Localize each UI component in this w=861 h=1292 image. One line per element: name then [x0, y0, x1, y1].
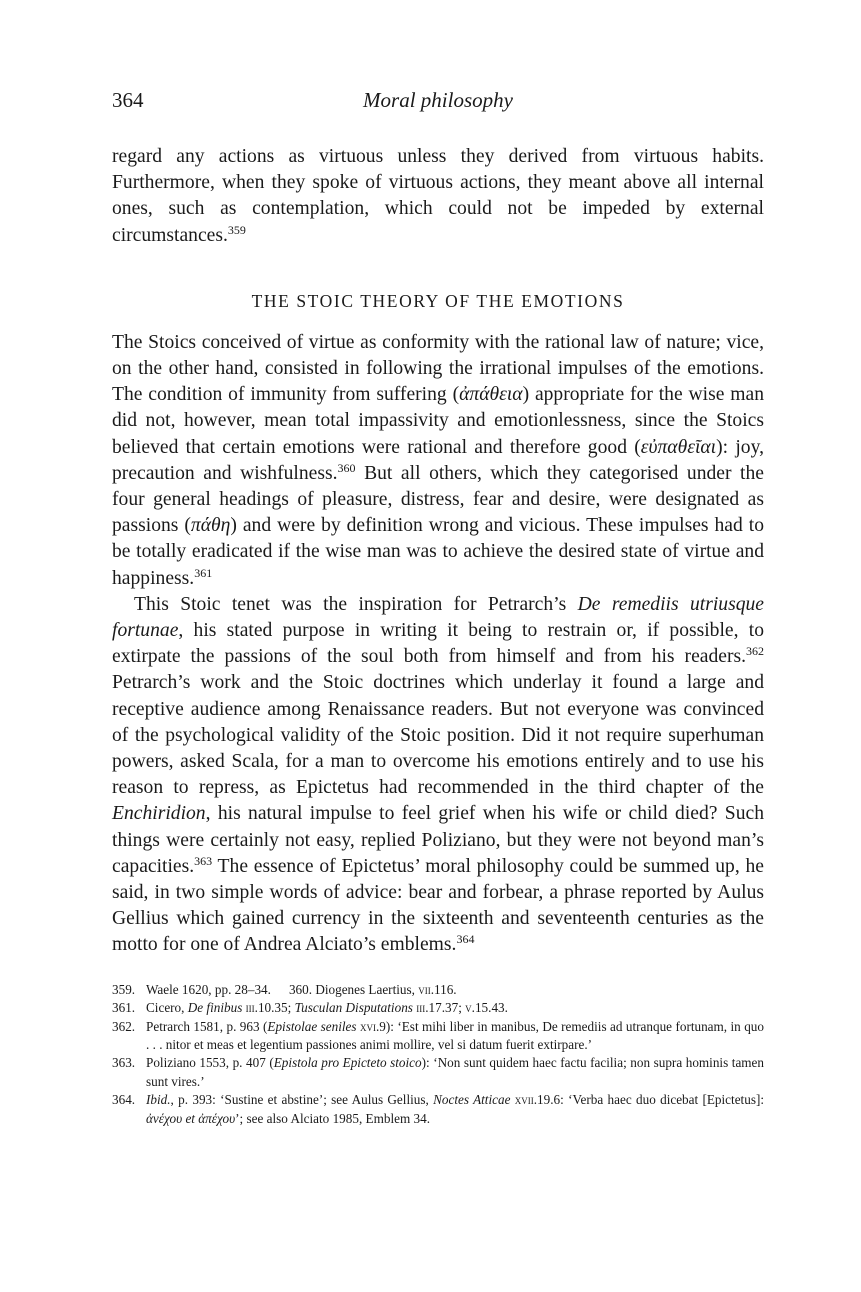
footnote-number: 364. — [112, 1092, 136, 1108]
paragraph-3-text-d: , his natural impulse to feel grief when his wife or child died? Such things were certainly not easy, replied Poliziano, but they were not beyond man’s capacities. — [112, 803, 764, 877]
paragraph-1 — [112, 144, 764, 249]
footnote-text: Waele 1620, pp. 28–34. — [146, 981, 271, 997]
footnote-364: 364. Ibid., p. 393: ‘Sustine et abstine’; see Aulus Gellius, Noctes Atticae xvii.19.6: ‘Verba haec duo dicebat [Epictetus]: ἀνέχου et ἀπέχου’; see also Alciato 1985, Emblem 34. — [112, 1092, 765, 1126]
footnote-number: 359. — [112, 981, 136, 997]
footnote-ref-363[interactable]: 363 — [194, 853, 213, 868]
footnote-number: 360. — [288, 981, 313, 997]
footnote-number: 362. — [112, 1018, 136, 1034]
greek-term-apatheia: ἀπάθεια — [459, 384, 523, 406]
paragraph-3 — [112, 592, 764, 959]
paragraph-2-text-b: ) appropriate for the wise man did not, however, mean total impassivity and emotionlessness, since the Stoics believed that certain emotions were rational and therefore good ( — [112, 384, 764, 458]
paragraph-3-text-a: This Stoic tenet was the inspiration for Petrarch’s — [134, 593, 578, 615]
footnote-ref-364[interactable]: 364 — [456, 932, 475, 947]
footnote-361: 361. Cicero, De finibus iii.10.35; Tusculan Disputations iii.17.37; v.15.43. — [112, 999, 764, 1017]
book-title-enchiridion: Enchiridion — [112, 803, 206, 825]
paragraph-3-text-e: The essence of Epictetus’ moral philosophy could be summed up, he said, in two simple words of advice: bear and forbear, a phrase reported by Aulus Gellius which gained currency in the sixteenth and seventeenth centuries as the motto for one of Andrea Alciato’s emblems. — [112, 855, 764, 956]
greek-term-pathe: πάθη — [190, 515, 231, 537]
footnote-363: 363. Poliziano 1553, p. 407 (Epistola pro Epicteto stoico): ‘Non sunt quidem haec factu facilia; non supra hominis tamen sunt vires.’ — [112, 1055, 764, 1089]
paragraph-2 — [112, 330, 764, 592]
book-title-de-remediis: De remediis utriusque fortunae — [112, 593, 764, 642]
footnote-ref-361[interactable]: 361 — [194, 565, 213, 580]
running-head — [112, 88, 764, 128]
paragraph-3-text-b: , his stated purpose in writing it being to restrain or, if possible, to extirpate the passions of the soul both from himself and from his readers. — [112, 620, 764, 668]
footnote-362: 362. Petrarch 1581, p. 963 (Epistolae seniles xvi.9): ‘Est mihi liber in manibus, De remediis ad utranque fortunam, in quo . . . nitor et meas et legentium passiones animi mollire, vel si datum fuerit extirpare.’ — [112, 1018, 764, 1052]
footnote-ref-362[interactable]: 362 — [746, 644, 764, 659]
paragraph-2-text-c: ): joy, precaution and wishfulness. — [112, 436, 765, 484]
greek-term-eupatheiai: εὐπαθεῖαι — [640, 436, 717, 458]
paragraph-2-text-d: But all others, which they categorised under the four general headings of pleasure, distress, fear and desire, were designated as passions ( — [112, 462, 764, 537]
paragraph-2-text-e: ) and were by definition wrong and vicious. These impulses had to be totally eradicated if the wise man was to achieve the desired state of virtue and happiness. — [112, 515, 764, 589]
paragraph-1-text: regard any actions as virtuous unless they derived from virtuous habits. Furthermore, when they spoke of virtuous actions, they meant above all internal ones, such as contemplation, which could not be impeded by external circumstances. — [112, 146, 764, 246]
running-title: Moral philosophy — [363, 88, 513, 112]
footnotes — [112, 981, 764, 1128]
paragraph-2-text-a: The Stoics conceived of virtue as conformity with the rational law of nature; vice, on the other hand, consisted in following the irrational impulses of the emotions. The condition of immunity from suffering ( — [112, 331, 764, 406]
paragraph-3-text-c: Petrarch’s work and the Stoic doctrines which underlay it found a large and receptive audience among Renaissance readers. But not everyone was convinced of the psychological validity of the Stoic position. Did it not require superhuman powers, asked Scala, for a man to overcome his emotions entirely and to use his reason to repress, as Epictetus had recommended in the third chapter of the — [112, 672, 764, 799]
book-page — [112, 88, 764, 1128]
section-heading: THE STOIC THEORY OF THE EMOTIONS — [251, 290, 625, 311]
footnote-number: 361. — [112, 1000, 136, 1016]
page-number: 364 — [112, 88, 144, 112]
footnote-359-360: 359. Waele 1620, pp. 28–34. 360. Diogenes Laertius, vii.116. — [112, 981, 764, 999]
footnote-ref-359[interactable]: 359 — [227, 222, 246, 237]
footnote-number: 363. — [112, 1055, 136, 1071]
footnote-ref-360[interactable]: 360 — [337, 460, 356, 475]
